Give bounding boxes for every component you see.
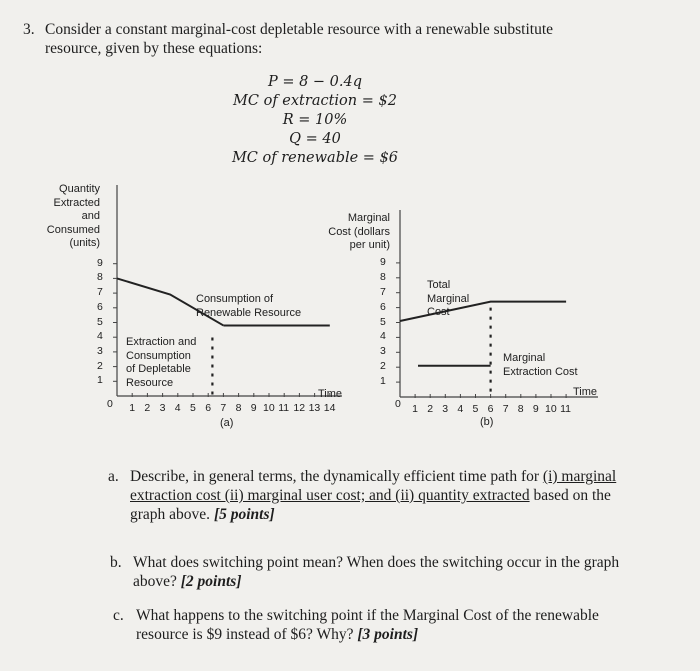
part-b-points: [2 points] (180, 573, 242, 590)
b-y-tick-label: 5 (380, 315, 386, 328)
graph-b-ylabel-line: per unit) (349, 239, 390, 251)
a-x-tick-label: 9 (250, 402, 257, 414)
b-x-tick-label: 2 (427, 403, 434, 415)
b-x-tick-label: 1 (412, 403, 418, 415)
question-line-2: resource, given by these equations: (45, 40, 263, 57)
graph-a-ylabel-line: Quantity (59, 183, 100, 195)
b-x-tick-label: 3 (442, 403, 449, 415)
graph-a-ylabel-line: and (81, 210, 100, 222)
a-x-tick-label: 13 (308, 402, 321, 414)
equation-mc-renewable: MC of renewable = $6 (231, 150, 399, 166)
part-b-line-2 (133, 572, 241, 591)
a-y-tick-label: 8 (97, 271, 103, 284)
depletable-label-line: of Depletable (126, 363, 191, 375)
part-a-underlined: (i) marginal (542, 468, 617, 485)
part-c-letter: c. (113, 607, 124, 624)
a-x-tick-label: 6 (205, 402, 212, 414)
equation-quantity: Q = 40 (289, 131, 341, 147)
part-a-letter: a. (108, 468, 119, 485)
b-x-tick-label: 9 (532, 403, 539, 415)
a-x-tick-label: 5 (190, 402, 196, 414)
b-y-tick-label: 3 (380, 345, 386, 358)
b-y-tick-label: 1 (380, 375, 386, 388)
part-c-points: [3 points] (357, 626, 419, 643)
part-a-points: [5 points] (213, 506, 275, 523)
depletable-label-line: Resource (126, 376, 174, 389)
graph-b-extraction-label (503, 352, 578, 379)
a-x-tick-label: 12 (293, 402, 306, 414)
graph-a-caption: (a) (220, 417, 234, 429)
b-y-tick-label: 9 (380, 255, 386, 268)
a-y-tick-label: 4 (97, 330, 103, 343)
question-line-1: Consider a constant marginal-cost depletable resource with a renewable substitute (45, 21, 554, 38)
graph-b-ylabel-line: Cost (dollars (328, 225, 390, 238)
a-y-tick-label: 7 (97, 286, 103, 299)
b-y-tick-label: 7 (380, 285, 386, 298)
total-label-line: Marginal (427, 292, 470, 305)
a-x-tick-label: 3 (159, 402, 166, 414)
a-x-tick-label: 1 (129, 402, 136, 414)
part-a-line-1 (130, 467, 616, 486)
graph-b-ylabel-line: Marginal (347, 212, 390, 224)
graph-a-ylabel-line: (units) (69, 237, 100, 249)
question-number: 3. (23, 21, 35, 38)
part-a-line-3 (130, 505, 275, 524)
b-x-tick-label: 7 (502, 403, 509, 415)
a-x-tick-label: 7 (220, 402, 227, 414)
graph-b-total-marginal-cost-line (400, 302, 566, 321)
graph-b-caption: (b) (480, 416, 494, 428)
b-x-tick-label: 5 (472, 403, 479, 415)
a-x-tick-label: 14 (323, 402, 336, 414)
renewable-label-line: Consumption of (196, 293, 274, 305)
part-b-letter: b. (110, 554, 122, 571)
part-a-text: Describe, in general terms, the dynamically efficient time path for (130, 468, 543, 485)
a-x-tick-label: 2 (144, 402, 151, 414)
part-c-line-1: What happens to the switching point if the Marginal Cost of the renewable (136, 607, 599, 624)
part-a-text: graph above. (130, 506, 214, 523)
graph-a-ylabel-line: Consumed (46, 223, 100, 236)
depletable-label-line: Consumption (126, 349, 191, 362)
extraction-label-line: Marginal (503, 352, 546, 364)
graph-b-total-label (427, 279, 469, 320)
a-y-tick-label: 1 (97, 374, 103, 387)
b-x-tick-label: 10 (545, 403, 557, 415)
part-b-text: above? (133, 573, 181, 590)
graph-b-origin: 0 (395, 398, 401, 410)
a-y-tick-label: 6 (97, 300, 103, 313)
part-a-text: based on the (529, 487, 611, 504)
b-x-tick-label: 11 (560, 403, 571, 415)
a-x-tick-label: 11 (278, 402, 290, 414)
a-y-tick-label: 2 (97, 359, 103, 372)
part-a-underlined: extraction cost (ii) marginal user cost; and (ii) quantity extracted (130, 487, 530, 504)
equation-mc-extraction: MC of extraction = $2 (233, 93, 397, 109)
part-a-line-2 (130, 486, 611, 505)
a-x-tick-label: 8 (235, 402, 242, 414)
graph-b-xlabel: Time (573, 386, 598, 398)
b-x-tick-label: 6 (487, 403, 494, 415)
total-label-line: Total (427, 279, 451, 291)
renewable-label-line: Renewable Resource (196, 306, 302, 319)
a-y-tick-label: 5 (97, 315, 103, 328)
depletable-label-line: Extraction and (126, 336, 197, 348)
graph-a-xlabel: Time (318, 388, 343, 400)
part-b-line-1: What does switching point mean? When does the switching occur in the graph (133, 554, 620, 571)
extraction-label-line: Extraction Cost (503, 365, 578, 378)
b-x-tick-label: 8 (517, 403, 524, 415)
b-y-tick-label: 2 (380, 360, 386, 373)
a-y-tick-label: 9 (97, 256, 103, 269)
b-y-tick-label: 4 (380, 330, 386, 343)
b-x-tick-label: 4 (457, 403, 464, 415)
b-y-tick-label: 8 (380, 270, 386, 283)
graph-a-ylabel-line: Extracted (53, 196, 100, 209)
part-c-line-2 (136, 625, 418, 644)
total-label-line: Cost (427, 306, 450, 318)
graph-a-origin: 0 (107, 398, 113, 410)
part-c-text: resource is $9 instead of $6? Why? (136, 626, 358, 643)
a-x-tick-label: 10 (263, 402, 275, 414)
a-y-tick-label: 3 (97, 344, 103, 357)
equation-demand: P = 8 − 0.4q (267, 74, 363, 90)
b-y-tick-label: 6 (380, 300, 386, 313)
a-x-tick-label: 4 (174, 402, 181, 414)
equation-interest-rate: R = 10% (282, 112, 348, 128)
